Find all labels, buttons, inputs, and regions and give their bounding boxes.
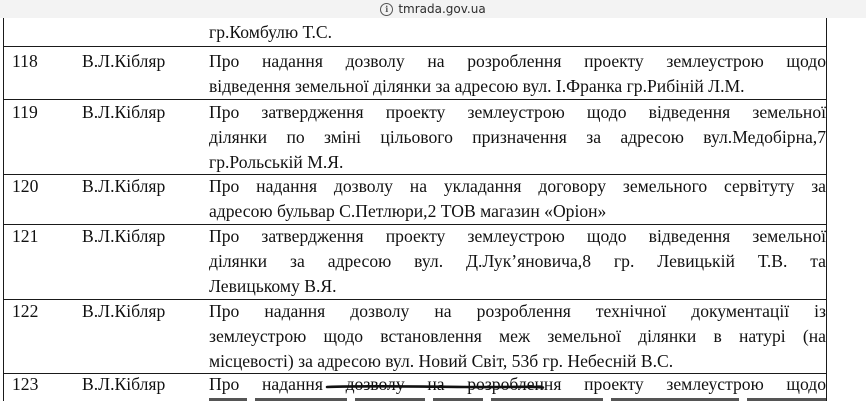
row-description: [209, 224, 826, 298]
pen-underline-mark: [325, 384, 545, 390]
row-description: [209, 49, 826, 99]
description-line: Про надання дозволу на розроблення проекту землеустрою щодо: [209, 374, 826, 394]
description-line: ділянки по зміні цільового призначення за адресою вул.Медобірна,7: [209, 126, 826, 147]
description-line: адресою бульвар С.Петлюри,2 ТОВ магазин «Оріон»: [209, 200, 607, 221]
cut-off-text-line: [209, 392, 826, 401]
description-line: Про надання дозволу на укладання договору земельного сервітуту за: [209, 176, 826, 196]
row-number: 122: [12, 301, 39, 321]
row-description: [209, 174, 826, 224]
address-bar[interactable]: [0, 0, 866, 18]
table-right-border: [826, 18, 827, 401]
row-person: В.Л.Кібляр: [82, 51, 166, 71]
row-number: 118: [12, 51, 38, 71]
description-line: Про надання дозволу на розроблення технічної документації із: [209, 301, 826, 321]
description-line: гр.Рольській М.Я.: [209, 151, 344, 172]
row-person: В.Л.Кібляр: [82, 374, 166, 394]
document-table: [0, 18, 866, 401]
url-text: tmrada.gov.ua: [398, 2, 486, 16]
table-left-border: [3, 18, 4, 401]
description-line: місцевості) за адресою вул. Новий Світ, 53б гр. Небесній В.С.: [209, 350, 674, 371]
row-person: В.Л.Кібляр: [82, 301, 166, 321]
row-description: [209, 299, 826, 373]
row-divider: [3, 46, 827, 47]
row-number: 119: [12, 102, 38, 122]
description-line: Левицькому В.Я.: [209, 275, 337, 296]
description-line: землеустрою щодо встановлення меж земельної ділянки в натурі (на: [209, 325, 826, 346]
row-description: [209, 20, 826, 45]
description-line: Про затвердження проекту землеустрою щодо відведення земельної: [209, 102, 826, 122]
row-description: [209, 100, 826, 174]
description-line: відведення земельної ділянки за адресою вул. І.Франка гр.Рибіній Л.М.: [209, 75, 745, 96]
description-line: гр.Комбулю Т.С.: [209, 22, 333, 42]
row-number: 121: [12, 226, 39, 246]
row-number: 120: [12, 176, 39, 196]
row-person: В.Л.Кібляр: [82, 102, 166, 122]
row-number: 123: [12, 374, 39, 394]
description-line: Про надання дозволу на розроблення проекту землеустрою щодо: [209, 51, 826, 71]
info-icon[interactable]: i: [380, 3, 393, 16]
row-person: В.Л.Кібляр: [82, 226, 166, 246]
description-line: Про затвердження проекту землеустрою щодо відведення земельної: [209, 226, 826, 246]
description-line: ділянки за адресою вул. Д.Лук’яновича,8 гр. Левицькій Т.В. та: [209, 250, 826, 271]
row-person: В.Л.Кібляр: [82, 176, 166, 196]
